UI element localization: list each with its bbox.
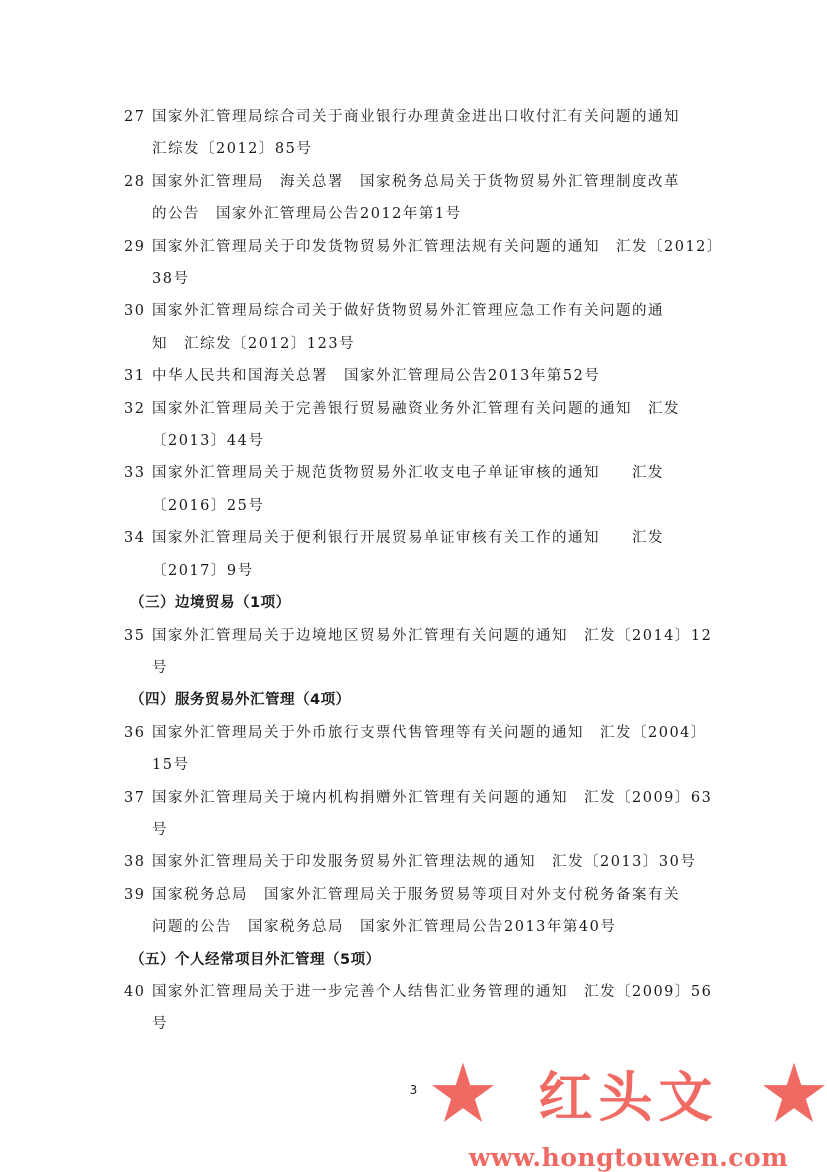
list-item bbox=[124, 620, 714, 685]
watermark-title: 红头文 bbox=[538, 1064, 719, 1129]
page-number: 3 bbox=[409, 1083, 418, 1097]
item-text: 国家外汇管理局关于印发服务贸易外汇管理法规的通知 汇发〔2013〕30号 bbox=[152, 854, 697, 871]
item-number: 29 bbox=[124, 238, 146, 255]
item-number: 37 bbox=[124, 789, 146, 806]
section-heading-border-trade: （三）边境贸易（1项） bbox=[130, 595, 291, 612]
item-text-continued: 的公告 国家外汇管理局公告2012年第1号 bbox=[152, 206, 462, 223]
star-icon bbox=[430, 1060, 496, 1126]
list-item bbox=[124, 782, 714, 847]
item-text: 国家外汇管理局关于完善银行贸易融资业务外汇管理有关问题的通知 汇发 bbox=[152, 400, 680, 417]
item-text: 国家外汇管理局关于外币旅行支票代售管理等有关问题的通知 汇发〔2004〕 bbox=[152, 724, 707, 741]
item-number: 32 bbox=[124, 400, 146, 417]
item-text-continued: 〔2017〕9号 bbox=[152, 562, 254, 579]
list-item bbox=[124, 457, 714, 522]
section-heading-personal-current-account: （五）个人经常项目外汇管理（5项） bbox=[130, 951, 381, 968]
item-text-continued: 15号 bbox=[152, 757, 190, 774]
list-item bbox=[124, 846, 714, 878]
item-number: 30 bbox=[124, 303, 146, 320]
item-text-continued: 汇综发〔2012〕85号 bbox=[152, 141, 313, 158]
list-item bbox=[124, 360, 714, 392]
item-text-continued: 38号 bbox=[152, 271, 190, 288]
item-number: 35 bbox=[124, 627, 146, 644]
list-item bbox=[124, 522, 714, 587]
item-number: 39 bbox=[124, 886, 146, 903]
item-number: 27 bbox=[124, 109, 146, 125]
item-text: 国家外汇管理局关于便利银行开展贸易单证审核有关工作的通知 汇发 bbox=[152, 530, 664, 547]
list-item bbox=[124, 393, 714, 458]
item-text: 国家外汇管理局关于边境地区贸易外汇管理有关问题的通知 汇发〔2014〕12 bbox=[152, 627, 713, 644]
item-text: 国家外汇管理局关于境内机构捐赠外汇管理有关问题的通知 汇发〔2009〕63 bbox=[152, 789, 713, 806]
item-text-continued: 号 bbox=[152, 821, 168, 838]
item-text: 国家外汇管理局 海关总署 国家税务总局关于货物贸易外汇管理制度改革 bbox=[152, 173, 680, 190]
item-number: 33 bbox=[124, 465, 146, 482]
watermark-logo bbox=[430, 1045, 827, 1170]
item-number: 36 bbox=[124, 724, 146, 741]
list-item bbox=[124, 101, 714, 166]
watermark-url: www.hongtouwen.com bbox=[468, 1143, 789, 1172]
section-heading-service-trade: （四）服务贸易外汇管理（4项） bbox=[130, 692, 351, 709]
list-item bbox=[124, 717, 714, 782]
list-item bbox=[124, 879, 714, 944]
item-number: 31 bbox=[124, 368, 146, 385]
item-number: 40 bbox=[124, 983, 146, 1000]
item-text: 国家外汇管理局关于进一步完善个人结售汇业务管理的通知 汇发〔2009〕56 bbox=[152, 983, 713, 1000]
list-item bbox=[124, 231, 723, 296]
list-item bbox=[124, 976, 714, 1041]
item-number: 34 bbox=[124, 530, 146, 547]
item-text: 国家外汇管理局综合司关于商业银行办理黄金进出口收付汇有关问题的通知 bbox=[152, 109, 680, 125]
watermark-title-row bbox=[430, 1051, 827, 1135]
item-text: 国家税务总局 国家外汇管理局关于服务贸易等项目对外支付税务备案有关 bbox=[152, 886, 680, 903]
document-body bbox=[124, 101, 723, 1041]
item-text-continued: 知 汇综发〔2012〕123号 bbox=[152, 335, 356, 352]
item-number: 28 bbox=[124, 173, 146, 190]
item-text-continued: 〔2016〕25号 bbox=[152, 497, 265, 514]
item-text: 国家外汇管理局关于印发货物贸易外汇管理法规有关问题的通知 汇发〔2012〕 bbox=[152, 238, 723, 255]
item-text: 国家外汇管理局综合司关于做好货物贸易外汇管理应急工作有关问题的通 bbox=[152, 303, 664, 320]
item-text: 国家外汇管理局关于规范货物贸易外汇收支电子单证审核的通知 汇发 bbox=[152, 465, 664, 482]
item-text-continued: 号 bbox=[152, 659, 168, 676]
item-text: 中华人民共和国海关总署 国家外汇管理局公告2013年第52号 bbox=[152, 368, 601, 385]
item-text-continued: 号 bbox=[152, 1016, 168, 1033]
item-text-continued: 〔2013〕44号 bbox=[152, 433, 265, 450]
list-item bbox=[124, 295, 714, 360]
item-number: 38 bbox=[124, 854, 146, 871]
item-text-continued: 问题的公告 国家税务总局 国家外汇管理局公告2013年第40号 bbox=[152, 919, 617, 936]
star-icon bbox=[761, 1060, 827, 1126]
list-item bbox=[124, 166, 714, 231]
